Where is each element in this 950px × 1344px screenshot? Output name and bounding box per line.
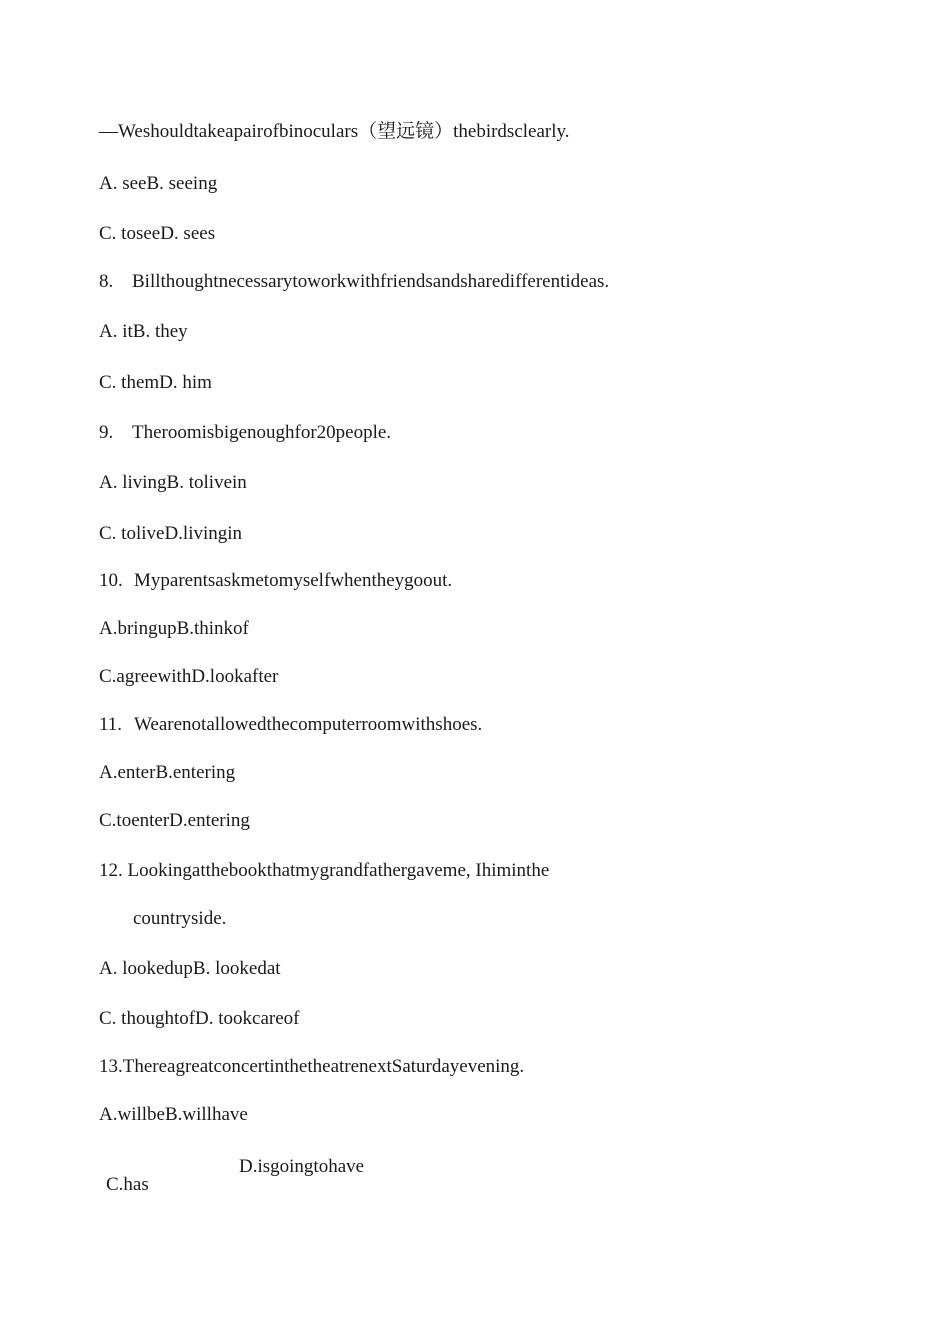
question-8-stem-line [99, 271, 609, 293]
question-13-stem: 13.ThereagreatconcertinthetheatrenextSaturdayevening. [99, 1056, 525, 1077]
question-9-stem: Theroomisbigenoughfor20people. [132, 422, 392, 443]
question-9-options-cd: C. toliveD.livingin [99, 523, 243, 544]
question-13-option-c: C.has [106, 1174, 149, 1191]
question-11-options-ab: A.enterB.entering [99, 762, 236, 783]
question-9-number: 9. [99, 422, 114, 443]
question-11-options-cd: C.toenterD.entering [99, 810, 250, 831]
question-8-stem: Billthoughtnecessarytoworkwithfriendsandsharedifferentideas. [132, 271, 610, 292]
question-12-stem: 12. Lookingatthebookthatmygrandfathergaveme, Ihiminthe [99, 860, 550, 881]
question-12-stem-continuation: countryside. [133, 908, 227, 929]
question-7-options-ab: A. seeB. seeing [99, 173, 218, 194]
question-10-stem: Myparentsaskmetomyselfwhentheygoout. [134, 570, 453, 591]
question-8-number: 8. [99, 271, 114, 292]
question-9-options-ab: A. livingB. tolivein [99, 472, 247, 493]
question-7-options-cd: C. toseeD. sees [99, 223, 216, 244]
question-10-number: 10. [99, 570, 123, 591]
question-10-options-ab: A.bringupB.thinkof [99, 618, 249, 639]
question-13-options-ab: A.willbeB.willhave [99, 1104, 248, 1125]
question-11-number: 11. [99, 714, 123, 735]
question-13-option-d: D.isgoingtohave [239, 1156, 365, 1177]
question-11-stem: Wearenotallowedthecomputerroomwithshoes. [134, 714, 483, 735]
question-8-options-ab: A. itB. they [99, 321, 188, 342]
question-11-stem-line [99, 714, 482, 736]
question-9-stem-line [99, 422, 391, 444]
question-12-options-cd: C. thoughtofD. tookcareof [99, 1008, 300, 1029]
question-10-stem-line [99, 570, 452, 592]
question-8-options-cd: C. themD. him [99, 372, 212, 393]
question-7-stem: —Weshouldtakeapairofbinoculars（望远镜）thebirdsclearly. [99, 121, 570, 142]
question-12-options-ab: A. lookedupB. lookedat [99, 958, 281, 979]
question-13-options-cd-clipped [100, 1150, 500, 1191]
question-10-options-cd: C.agreewithD.lookafter [99, 666, 279, 687]
